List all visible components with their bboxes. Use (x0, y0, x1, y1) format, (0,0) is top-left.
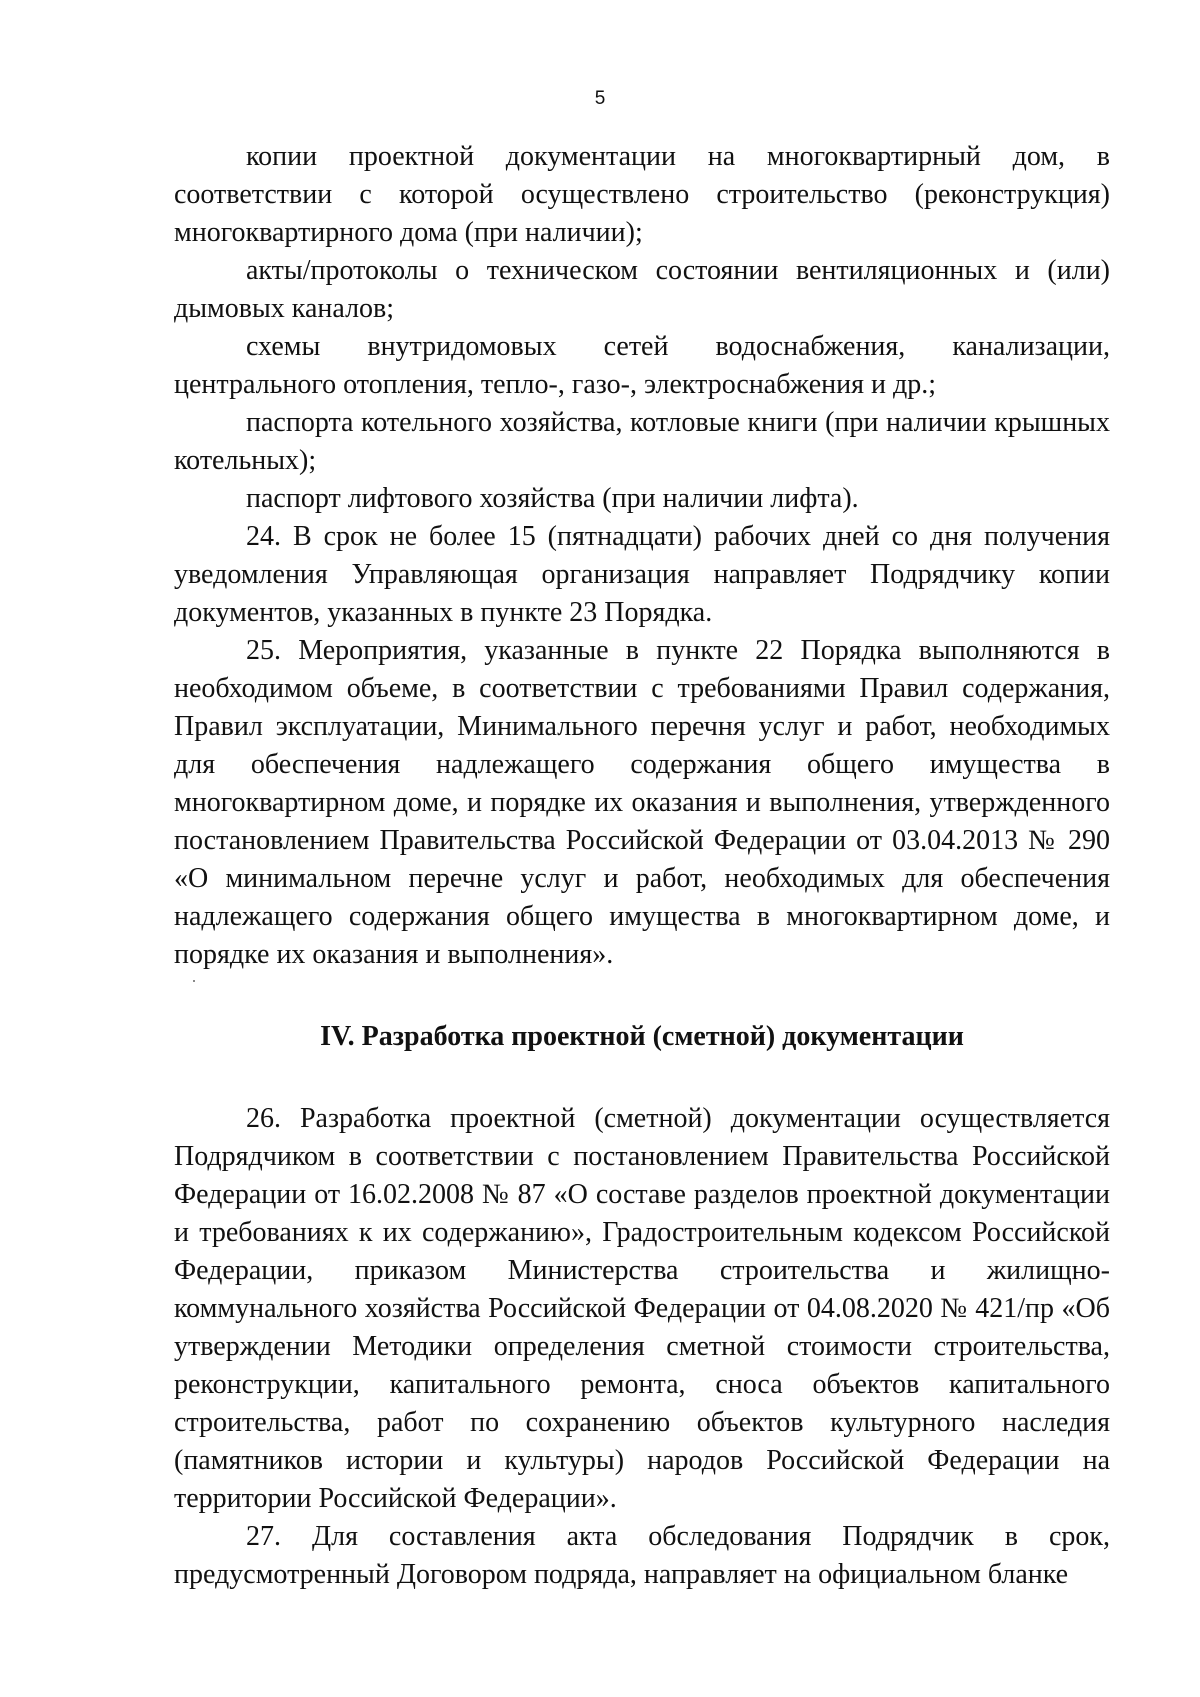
paragraph-item-27: 27. Для составления акта обследования Подрядчик в срок, предусмотренный Договором подряда, направляет на официальном бланке (174, 1521, 1110, 1590)
document-body (174, 138, 1110, 1594)
paragraph-elevator-passport: паспорт лифтового хозяйства (при наличии лифта). (246, 483, 859, 514)
paragraph-item-26: 26. Разработка проектной (сметной) документации осуществляется Подрядчиком в соответствии с постановлением Правительства Российской Федерации от 16.02.2008 № 87 «О составе разделов проектной документации и требованиях к их содержанию», Градостроительным кодексом Российской Федерации, приказом Министерства строительства и жилищно-коммунального хозяйства Российской Федерации от 04.08.2020 № 421/пр «Об утверждении Методики определения сметной стоимости строительства, реконструкции, капитального ремонта, сноса объектов капитального строительства, работ по сохранению объектов культурного наследия (памятников истории и культуры) народов Российской Федерации на территории Российской Федерации». (174, 1103, 1110, 1514)
section-heading: IV. Разработка проектной (сметной) документации (320, 1021, 964, 1052)
paragraph-boiler-passports: паспорта котельного хозяйства, котловые книги (при наличии крышных котельных); (174, 407, 1110, 476)
paragraph-item-25: 25. Мероприятия, указанные в пункте 22 Порядка выполняются в необходимом объеме, в соответствии с требованиями Правил содержания, Правил эксплуатации, Минимального перечня услуг и работ, необходимых для обеспечения надлежащего содержания общего имущества в многоквартирном доме, и порядке их оказания и выполнения, утвержденного постановлением Правительства Российской Федерации от 03.04.2013 № 290 «О минимальном перечне услуг и работ, необходимых для обеспечения надлежащего содержания общего имущества в многоквартирном доме, и порядке их оказания и выполнения». (174, 635, 1110, 970)
page-number: 5 (594, 88, 606, 109)
scan-speck (193, 980, 195, 982)
paragraph-ventilation-acts: акты/протоколы о техническом состоянии вентиляционных и (или) дымовых каналов; (174, 255, 1110, 324)
paragraph-project-docs: копии проектной документации на многоквартирный дом, в соответствии с которой осуществлено строительство (реконструкция) многоквартирного дома (при наличии); (174, 141, 1110, 248)
paragraph-item-24: 24. В срок не более 15 (пятнадцати) рабочих дней со дня получения уведомления Управляющая организация направляет Подрядчику копии документов, указанных в пункте 23 Порядка. (174, 521, 1110, 628)
paragraph-network-schemes: схемы внутридомовых сетей водоснабжения, канализации, центрального отопления, тепло-, газо-, электроснабжения и др.; (174, 331, 1110, 400)
